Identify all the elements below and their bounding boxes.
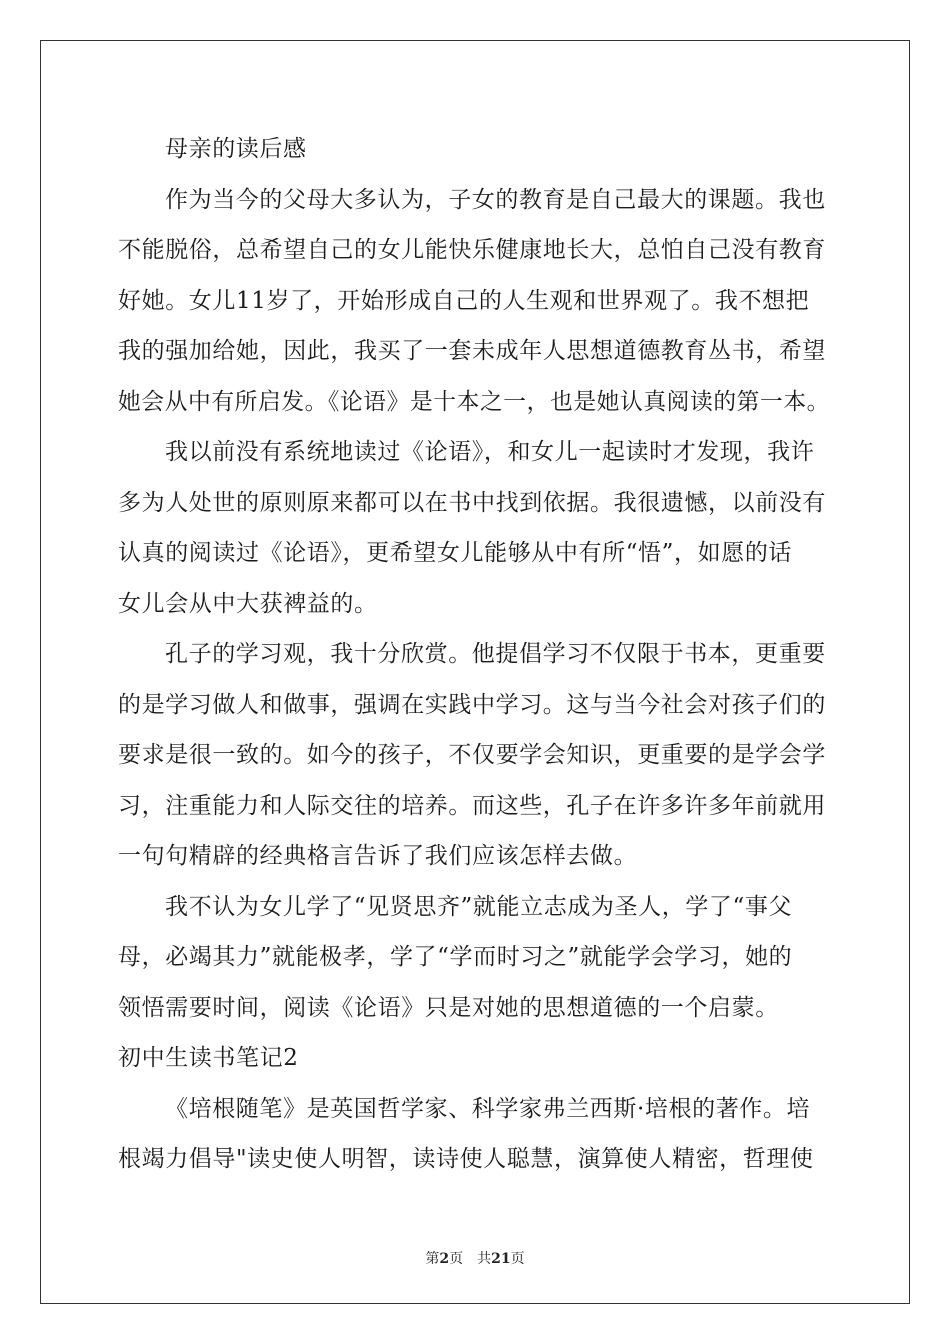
text-line: 根竭力倡导"读史使人明智，读诗使人聪慧，演算使人精密，哲理使 [118, 1146, 814, 1172]
text-line: 我的强加给她，因此，我买了一套未成年人思想道德教育丛书，希望 [118, 338, 826, 364]
text-line: 作为当今的父母大多认为，子女的教育是自己最大的课题。我也 [165, 186, 826, 213]
text-line: 母，必竭其力”就能极孝，学了“学而时习之”就能学会学习，她的 [118, 944, 793, 970]
text-line: 我以前没有系统地读过《论语》，和女儿一起读时才发现，我许 [165, 439, 815, 465]
page-suffix: 页 [510, 1251, 525, 1267]
current-page-number: 2 [439, 1251, 450, 1267]
page-number-footer [0, 1248, 950, 1268]
total-page-count: 21 [491, 1251, 511, 1267]
text-line: 女儿会从中大获裨益的。 [118, 590, 378, 617]
document-body [118, 124, 830, 1185]
text-line: 一句句精辟的经典格言告诉了我们应该怎样去做。 [118, 843, 638, 869]
page-prefix: 第 [425, 1251, 440, 1267]
text-line: 好她。女儿11岁了，开始形成自己的人生观和世界观了。我不想把 [118, 287, 810, 314]
text-line: 我不认为女儿学了“见贤思齐”就能立志成为圣人，学了“事父 [165, 893, 793, 920]
text-line: 习，注重能力和人际交往的培养。而这些，孔子在许多许多年前就用 [118, 792, 826, 819]
text-line: 孔子的学习观，我十分欣赏。他提倡学习不仅限于书本，更重要 [165, 641, 826, 667]
text-line: 她会从中有所启发。《论语》是十本之一，也是她认真阅读的第一本。 [118, 388, 830, 415]
text-line: 母亲的读后感 [165, 136, 307, 162]
text-line: 初中生读书笔记2 [118, 1045, 299, 1071]
text-line: 认真的阅读过《论语》，更希望女儿能够从中有所“悟”，如愿的话 [118, 540, 793, 566]
text-line: 要求是很一致的。如今的孩子，不仅要学会知识，更重要的是学会学 [118, 742, 826, 768]
page-separator: 页 共 [449, 1251, 492, 1267]
text-line: 的是学习做人和做事，强调在实践中学习。这与当今社会对孩子们的 [118, 691, 826, 718]
text-line: 领悟需要时间，阅读《论语》只是对她的思想道德的一个启蒙。 [118, 994, 779, 1021]
text-line: 不能脱俗，总希望自己的女儿能快乐健康地长大，总怕自己没有教育 [118, 237, 826, 263]
text-line: 《培根随笔》是英国哲学家、科学家弗兰西斯·培根的著作。培 [165, 1095, 811, 1122]
text-line: 多为人处世的原则原来都可以在书中找到依据。我很遗憾，以前没有 [118, 489, 826, 516]
